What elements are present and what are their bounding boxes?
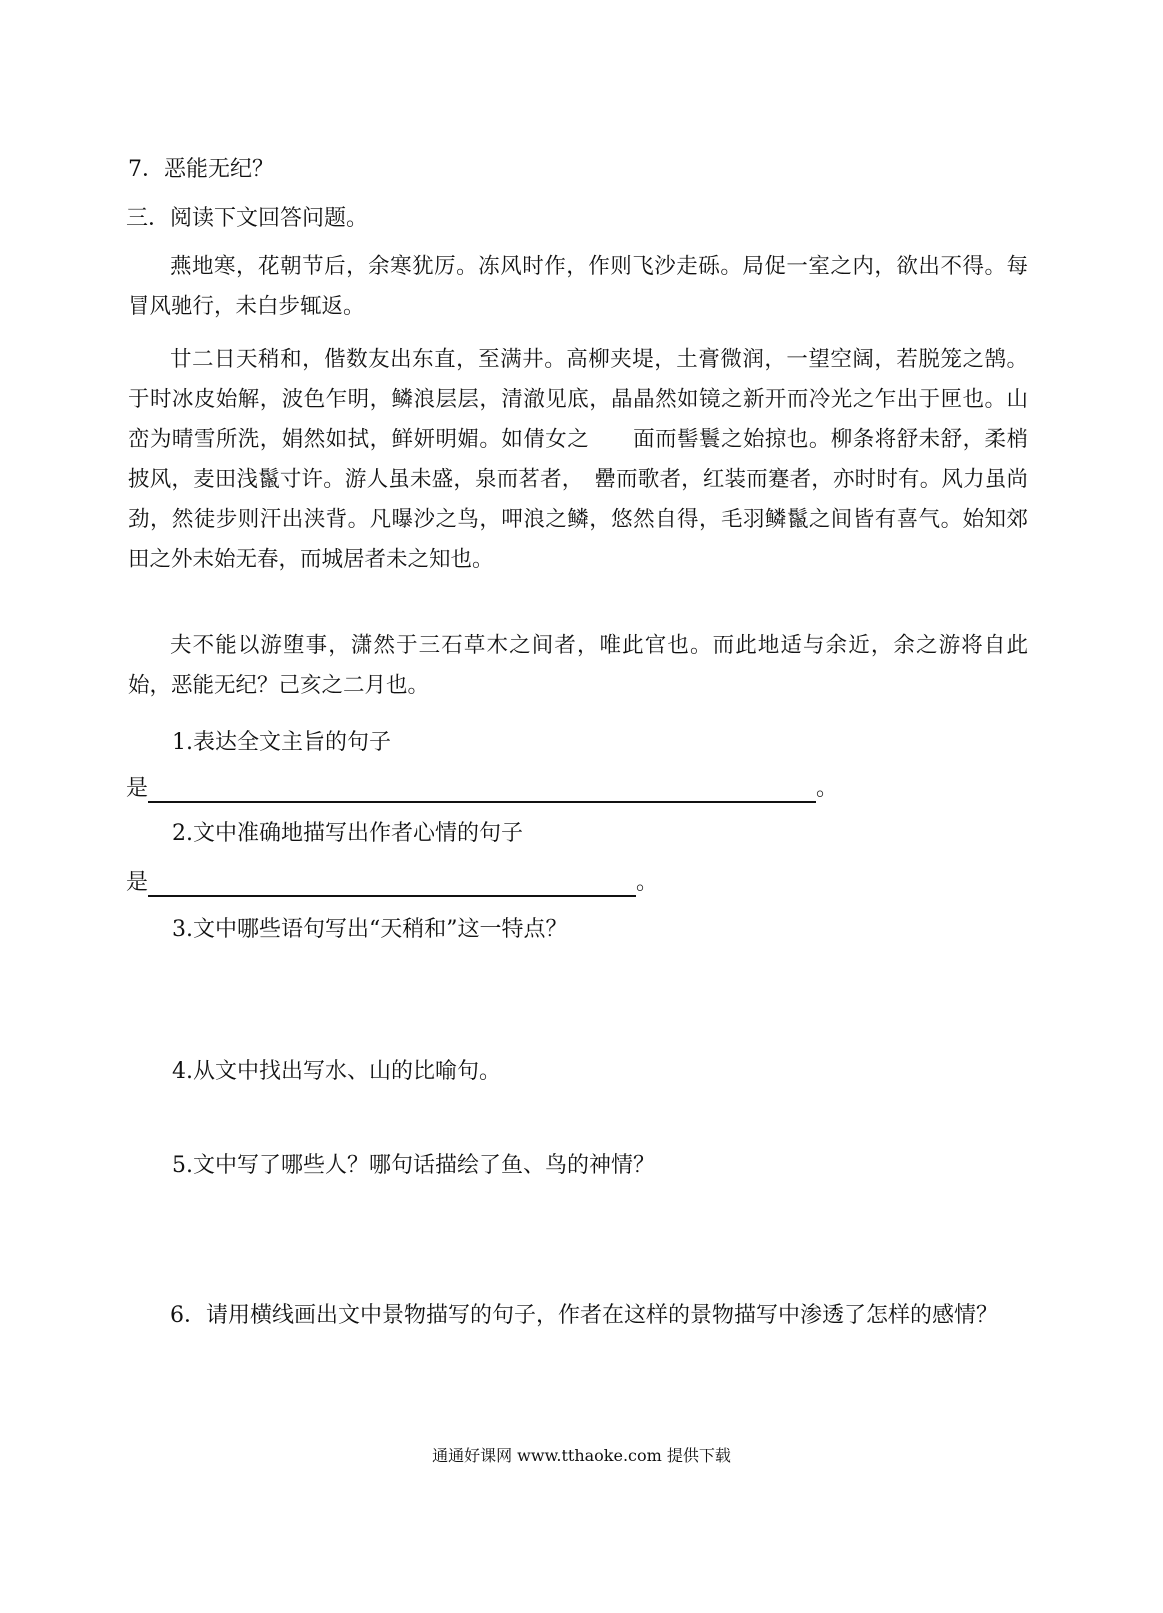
answer-line-2 — [126, 869, 658, 897]
question-1: 1.表达全文主旨的句子 — [172, 730, 391, 755]
answer-blank-1[interactable] — [148, 779, 816, 803]
answer-suffix: 。 — [816, 776, 839, 801]
question-6: 6．请用横线画出文中景物描写的句子，作者在这样的景物描写中渗透了怎样的感情？ — [170, 1303, 998, 1328]
answer-prefix: 是 — [126, 870, 149, 895]
question-3: 3.文中哪些语句写出“天稍和”这一特点？ — [172, 917, 568, 942]
section-3-heading: 三．阅读下文回答问题。 — [126, 206, 369, 231]
answer-prefix: 是 — [126, 776, 149, 801]
answer-line-1 — [126, 775, 838, 803]
passage-paragraph-3: 夫不能以游堕事，潇然于三石草木之间者，唯此官也。而此地适与余近，余之游将自此始，恶能无纪？己亥之二月也。 — [128, 633, 1028, 698]
question-5: 5.文中写了哪些人？哪句话描绘了鱼、鸟的神情？ — [172, 1153, 655, 1178]
question-7: 7．恶能无纪？ — [128, 157, 274, 182]
question-4: 4.从文中找出写水、山的比喻句。 — [172, 1059, 501, 1084]
answer-suffix: 。 — [636, 870, 659, 895]
question-2: 2.文中准确地描写出作者心情的句子 — [172, 821, 523, 846]
passage-paragraph-1: 燕地寒，花朝节后，余寒犹厉。冻风时作，作则飞沙走砾。局促一室之内，欲出不得。每冒风驰行，未白步辄返。 — [128, 254, 1028, 319]
answer-blank-2[interactable] — [148, 873, 636, 897]
passage-paragraph-2: 廿二日天稍和，偕数友出东直，至满井。高柳夹堤，土膏微润，一望空阔，若脱笼之鹄。于时冰皮始解，波色乍明，鳞浪层层，清澈见底，晶晶然如镜之新开而冷光之乍出于匣也。山峦为晴雪所洗，娟然如拭，鲜妍明媚。如倩女之 面而髻鬟之始掠也。柳条将舒未舒，柔梢披风，麦田浅鬣寸许。游人虽未盛，泉而茗者， 罍而歌者，红装而蹇者，亦时时有。风力虽尚劲，然徒步则汗出浃背。凡曝沙之鸟，呷浪之鳞，悠然自得，毛羽鳞鬣之间皆有喜气。始知郊田之外未始无春，而城居者未之知也。 — [128, 347, 1028, 572]
footer-source: 通通好课网 www.tthaoke.com 提供下载 — [432, 1446, 731, 1465]
